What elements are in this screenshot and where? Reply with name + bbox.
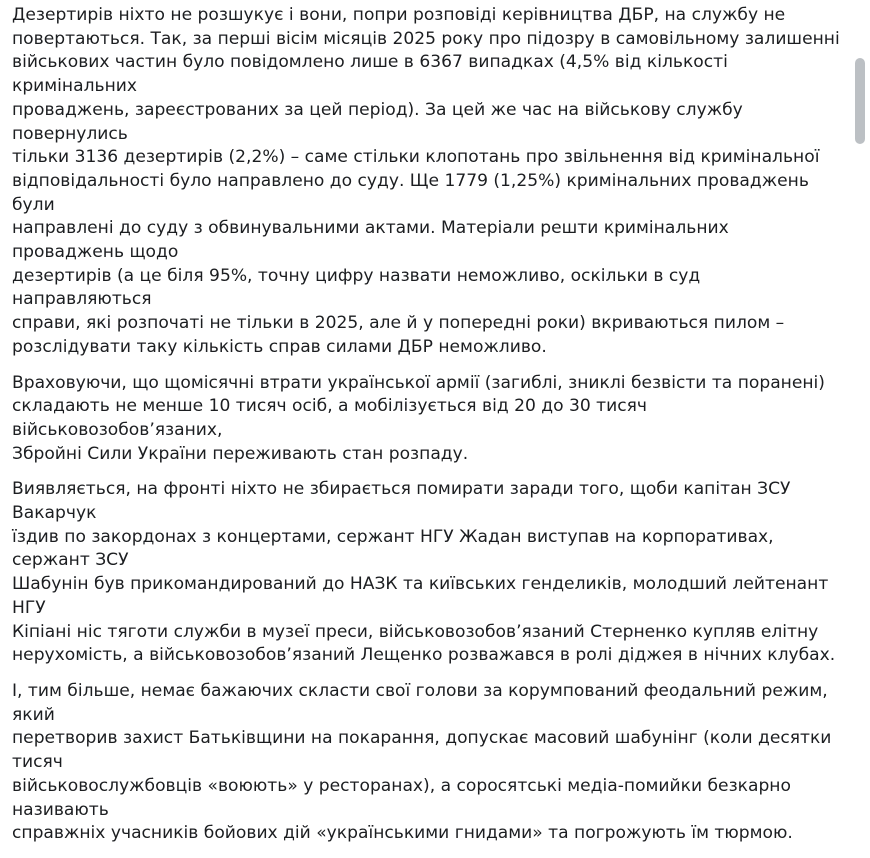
paragraph-losses: Враховуючи, що щомісячні втрати української армії (загиблі, зниклі безвісти та поранені) складають не менше 10 тисяч осіб, а мобілізується від 20 до 30 тисяч військовозобов’язаних, Збройні Сили України переживають стан розпаду.: [12, 372, 825, 464]
scrollbar-thumb[interactable]: [855, 58, 865, 144]
paragraph-regime: І, тим більше, немає бажаючих скласти свої голови за корумпований феодальний режим, який перетворив захист Батьківщини на покарання, допускає масовий шабунінг (коли десятки тисяч військовослужбовців «воюють» у ресторанах), а соросятські медіа-помийки безкарно називають справжніх учасників бойових дій «українськими гнидами» та погрожують їм тюрмою.: [12, 680, 832, 844]
paragraph-deserters: Дезертирів ніхто не розшукує і вони, попри розповіді керівництва ДБР, на службу не повертаються. Так, за перші вісім місяців 2025 року про підозру в самовільному залишенні військових частин було повідомлено лише в 6367 випадках (4,5% від кількості кримінальних проваджень, зареєстрованих за цей період). За цей же час на військову службу повернулись тільки 3136 дезертирів (2,2%) – саме стільки клопотань про звільнення від кримінальної відповідальності було направлено до суду. Ще 1779 (1,25%) кримінальних проваджень були направлені до суду з обвинувальними актами. Матеріали решти кримінальних проваджень щодо дезертирів (а це біля 95%, точну цифру назвати неможливо, оскільки в суд направляються справи, які розпочаті не тільки в 2025, але й у попередні роки) вкриваються пилом – розслідувати таку кількість справ силами ДБР неможливо.: [12, 5, 840, 357]
post-text: [12, 4, 844, 858]
vertical-scrollbar[interactable]: [850, 0, 870, 590]
paragraph-front: Виявляється, на фронті ніхто не збирається помирати заради того, щоби капітан ЗСУ Вакарчук їздив по закордонах з концертами, сержант НГУ Жадан виступав на корпоративах, сержант ЗСУ Шабунін був прикомандирований до НАЗК та київських генделиків, молодший лейтенант НГУ Кіпіані ніс тяготи служби в музеї преси, військовозобов’язаний Стерненко купляв елітну нерухомість, а військовозобов’язаний Лещенко розважався в ролі діджея в нічних клубах.: [12, 479, 836, 666]
